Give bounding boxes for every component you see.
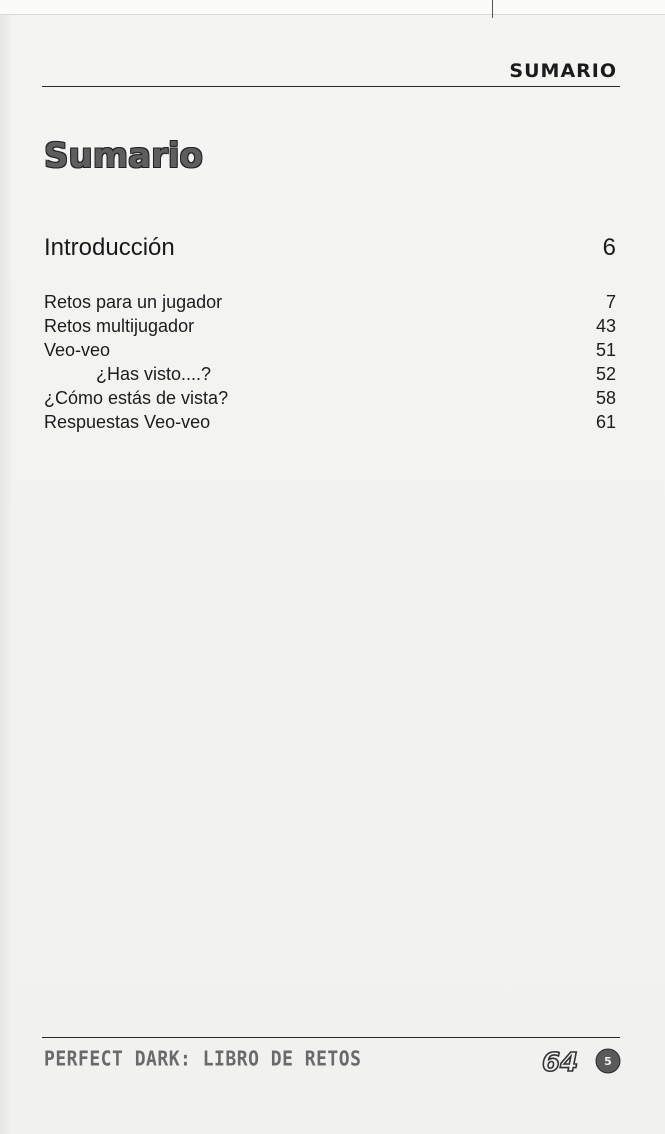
toc-subentry — [44, 362, 616, 386]
toc-entry-page: 6 — [602, 234, 616, 261]
logo-64-text: 64 — [542, 1048, 579, 1078]
toc-entry-label: ¿Has visto....? — [96, 364, 212, 384]
running-header: SUMARIO — [509, 60, 617, 82]
toc-entry-label: ¿Cómo estás de vista? — [44, 388, 229, 408]
toc-entry-label: Retos multijugador — [44, 316, 195, 336]
page-edge-shadow — [0, 0, 12, 1134]
toc-entry — [44, 386, 616, 410]
footer-book-title: PERFECT DARK: LIBRO DE RETOS — [44, 1047, 362, 1072]
footer-rule — [42, 1037, 620, 1038]
toc-entry-label: Retos para un jugador — [44, 292, 223, 312]
toc-entry-label: Respuestas Veo-veo — [44, 412, 211, 432]
toc-entry-page: 51 — [595, 340, 616, 360]
toc-entry-introduction — [44, 234, 616, 262]
page-title: Sumario — [44, 136, 203, 176]
page-top-margin — [0, 0, 665, 15]
toc-entry-label: Introducción — [44, 234, 175, 261]
magazine-64-logo — [538, 1044, 624, 1078]
page-number: 5 — [604, 1055, 612, 1068]
table-of-contents — [44, 290, 616, 434]
toc-entry-page: 52 — [595, 364, 616, 384]
toc-entry-page: 43 — [595, 316, 616, 336]
toc-entry-label: Veo-veo — [44, 340, 111, 360]
toc-entry-page: 7 — [605, 292, 616, 312]
toc-entry — [44, 314, 616, 338]
crop-mark — [492, 0, 493, 18]
toc-entry-page: 58 — [595, 388, 616, 408]
header-rule — [42, 86, 620, 87]
toc-entry-page: 61 — [595, 412, 616, 432]
toc-entry — [44, 290, 616, 314]
toc-entry — [44, 410, 616, 434]
toc-entry — [44, 338, 616, 362]
